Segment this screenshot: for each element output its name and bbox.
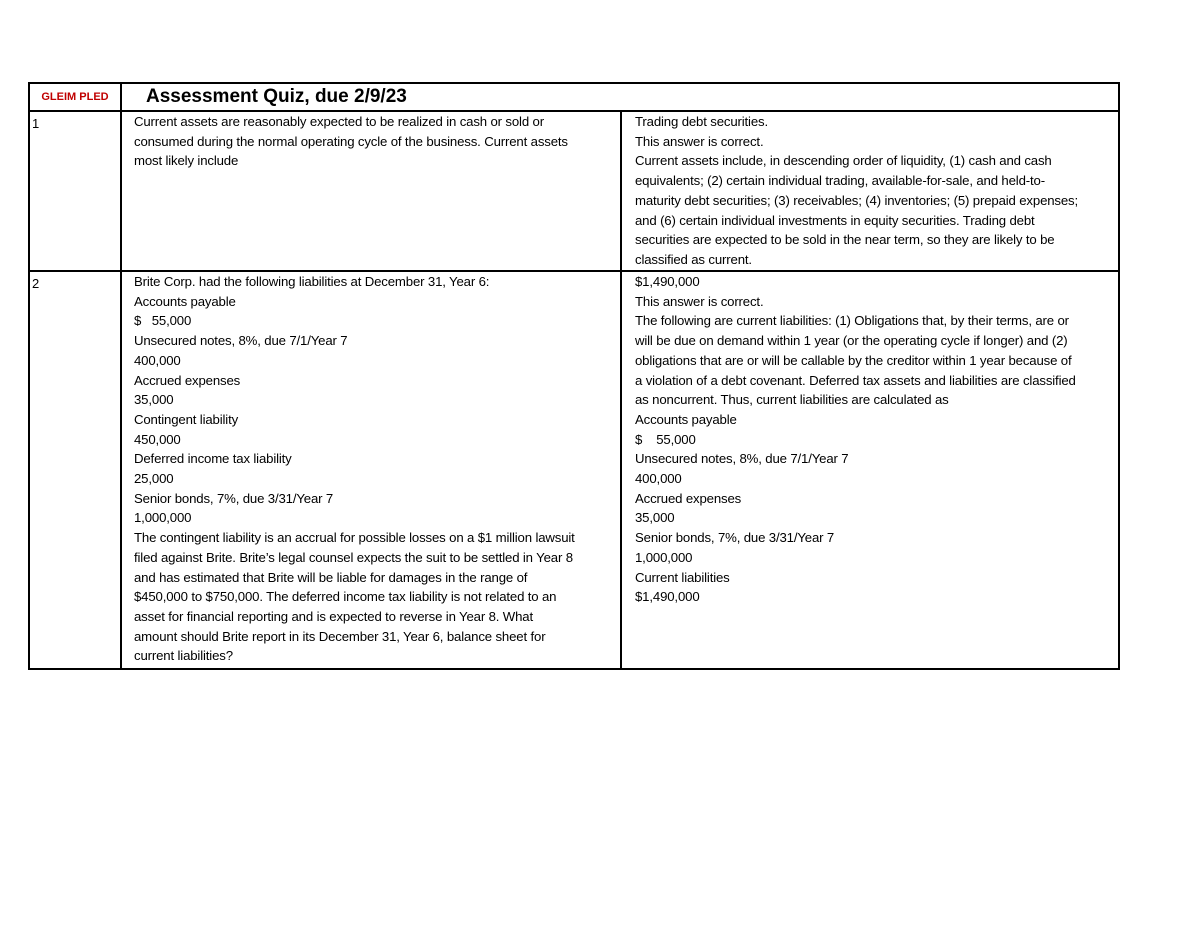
- question-line: Brite Corp. had the following liabilities at December 31, Year 6:: [134, 274, 490, 289]
- question-line: asset for financial reporting and is expected to reverse in Year 8. What: [134, 608, 533, 624]
- answer-line: Accounts payable: [635, 411, 737, 427]
- question-line: filed against Brite. Brite’s legal counsel expects the suit to be settled in Year 8: [134, 549, 573, 565]
- question-line: 400,000: [134, 352, 181, 368]
- question-line: $450,000 to $750,000. The deferred income tax liability is not related to an: [134, 589, 557, 605]
- question-row-2: [29, 271, 1119, 669]
- answer-line: obligations that are or will be callable by the creditor within 1 year because of: [635, 352, 1072, 368]
- answer-line: This answer is correct.: [635, 293, 764, 309]
- question-text: [121, 111, 621, 271]
- question-text: [121, 271, 621, 669]
- question-line: Deferred income tax liability: [134, 451, 292, 467]
- answer-line: maturity debt securities; (3) receivables; (4) inventories; (5) prepaid expenses;: [635, 192, 1079, 208]
- question-line: Senior bonds, 7%, due 3/31/Year 7: [134, 490, 334, 506]
- answer-line: $ 55,000: [635, 431, 696, 447]
- question-line: and has estimated that Brite will be liable for damages in the range of: [134, 569, 528, 585]
- answer-line: $1,490,000: [635, 589, 700, 605]
- answer-line: as noncurrent. Thus, current liabilities are calculated as: [635, 392, 949, 408]
- question-line: Unsecured notes, 8%, due 7/1/Year 7: [134, 333, 348, 349]
- answer-line: 400,000: [635, 471, 682, 487]
- answer-line: Accrued expenses: [635, 490, 742, 506]
- quiz-table: [28, 82, 1120, 670]
- question-line: Accounts payable: [134, 293, 236, 309]
- answer-line: 1,000,000: [635, 549, 693, 565]
- question-line: The contingent liability is an accrual for possible losses on a $1 million lawsuit: [134, 530, 575, 546]
- answer-line: $1,490,000: [635, 274, 700, 289]
- question-line: 35,000: [134, 392, 174, 408]
- answer-line: will be due on demand within 1 year (or the operating cycle if longer) and (2): [635, 333, 1068, 349]
- question-line: 25,000: [134, 471, 174, 487]
- question-line: 450,000: [134, 431, 181, 447]
- answer-line: Current liabilities: [635, 569, 730, 585]
- question-line: 1,000,000: [134, 510, 192, 526]
- question-number: 2: [29, 271, 121, 669]
- answer-line: a violation of a debt covenant. Deferred tax assets and liabilities are classified: [635, 372, 1076, 388]
- question-line: most likely include: [134, 153, 239, 169]
- question-number: 1: [29, 111, 121, 271]
- answer-line: The following are current liabilities: (1) Obligations that, by their terms, are or: [635, 313, 1069, 329]
- answer-line: Unsecured notes, 8%, due 7/1/Year 7: [635, 451, 849, 467]
- answer-line: and (6) certain individual investments in equity securities. Trading debt: [635, 212, 1035, 228]
- answer-line: classified as current.: [635, 251, 752, 267]
- answer-line: securities are expected to be sold in the near term, so they are likely to be: [635, 232, 1055, 248]
- question-line: Contingent liability: [134, 411, 239, 427]
- question-line: Current assets are reasonably expected to be realized in cash or sold or: [134, 114, 544, 129]
- question-line: amount should Brite report in its December 31, Year 6, balance sheet for: [134, 628, 546, 644]
- question-line: consumed during the normal operating cycle of the business. Current assets: [134, 133, 568, 149]
- answer-text: [621, 271, 1119, 669]
- question-line: $ 55,000: [134, 313, 192, 329]
- answer-line: This answer is correct.: [635, 133, 764, 149]
- answer-line: Current assets include, in descending order of liquidity, (1) cash and cash: [635, 153, 1052, 169]
- header-row: [29, 83, 1119, 111]
- answer-line: 35,000: [635, 510, 675, 526]
- quiz-title: Assessment Quiz, due 2/9/23: [121, 83, 1119, 111]
- question-row-1: [29, 111, 1119, 271]
- question-line: Accrued expenses: [134, 372, 241, 388]
- question-line: current liabilities?: [134, 648, 233, 664]
- answer-line: Trading debt securities.: [635, 114, 768, 129]
- answer-line: Senior bonds, 7%, due 3/31/Year 7: [635, 530, 835, 546]
- answer-text: [621, 111, 1119, 271]
- source-tag: GLEIM PLED: [29, 83, 121, 111]
- answer-line: equivalents; (2) certain individual trading, available-for-sale, and held-to-: [635, 173, 1045, 189]
